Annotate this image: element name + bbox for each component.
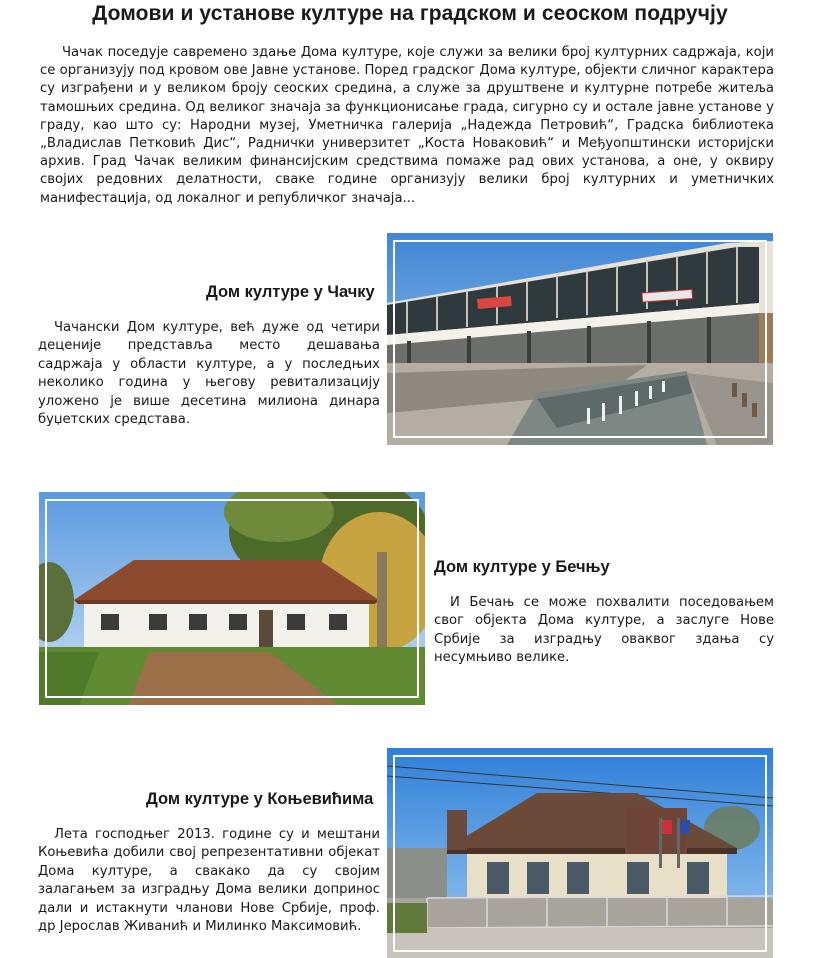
section-title-konjevici: Дом културе у Коњевићима — [146, 790, 374, 808]
photo-konjevici-culture-house — [387, 748, 773, 958]
section-text-cacak: Чачански Дом културе, већ дуже од четири деценије представља место дешавања садржаја у области културе, а у последњих неколико година у његову ревитализацију уложено је више десетина милиона динара буџетских средстава. — [38, 320, 380, 428]
section-text-konjevici: Лета господњег 2013. године су и мештани Коњевића добили свој репрезентативни објекат Дома културе, а свакако да су својим залагањем за изградњу Дома велики допринос дали и истакнути чланови Нове Србије, проф. др Јерослав Живанић и Милинко Максимовић. — [38, 827, 380, 935]
section-text-becanj: И Бечањ се може похвалити поседовањем свог објекта Дома културе, а заслуге Нове Србије за изградњу оваквог здања су несумњиво велике. — [434, 595, 774, 666]
photo-cacak-culture-house — [387, 233, 773, 445]
section-title-cacak: Дом културе у Чачку — [206, 283, 375, 301]
intro-paragraph: Чачак поседује савремено здање Дома културе, које служи за велики број културних садржаја, који се организују под кровом ове Јавне установе. Поред градског Дома културе, објекти сличног карактера су изграђени и у великом броју сеоских средина, а служе за друштвене и културне потребе житеља тамошњих средина. Од великог значаја за функционисање града, сигурно су и остале јавне установе у граду, као што су: Народни музеј, Уметничка галерија „Надежда Петровић“, Градска библиотека „Владислав Петковић Дис“, Раднички универзитет „Коста Новаковић“ и Међуопштински историјски архив. Град Чачак великим финансијским средствима помаже рад ових установа, а оне, у оквиру својих редовних делатности, сваке године организују велики број културних и уметничких манифестација, од локалног и републичког значаја... — [40, 45, 774, 206]
section-title-becanj: Дом културе у Бечњу — [434, 558, 610, 576]
photo-becanj-culture-house — [39, 492, 425, 705]
page-title: Домови и установе културе на градском и сеоском подручју — [92, 2, 728, 25]
